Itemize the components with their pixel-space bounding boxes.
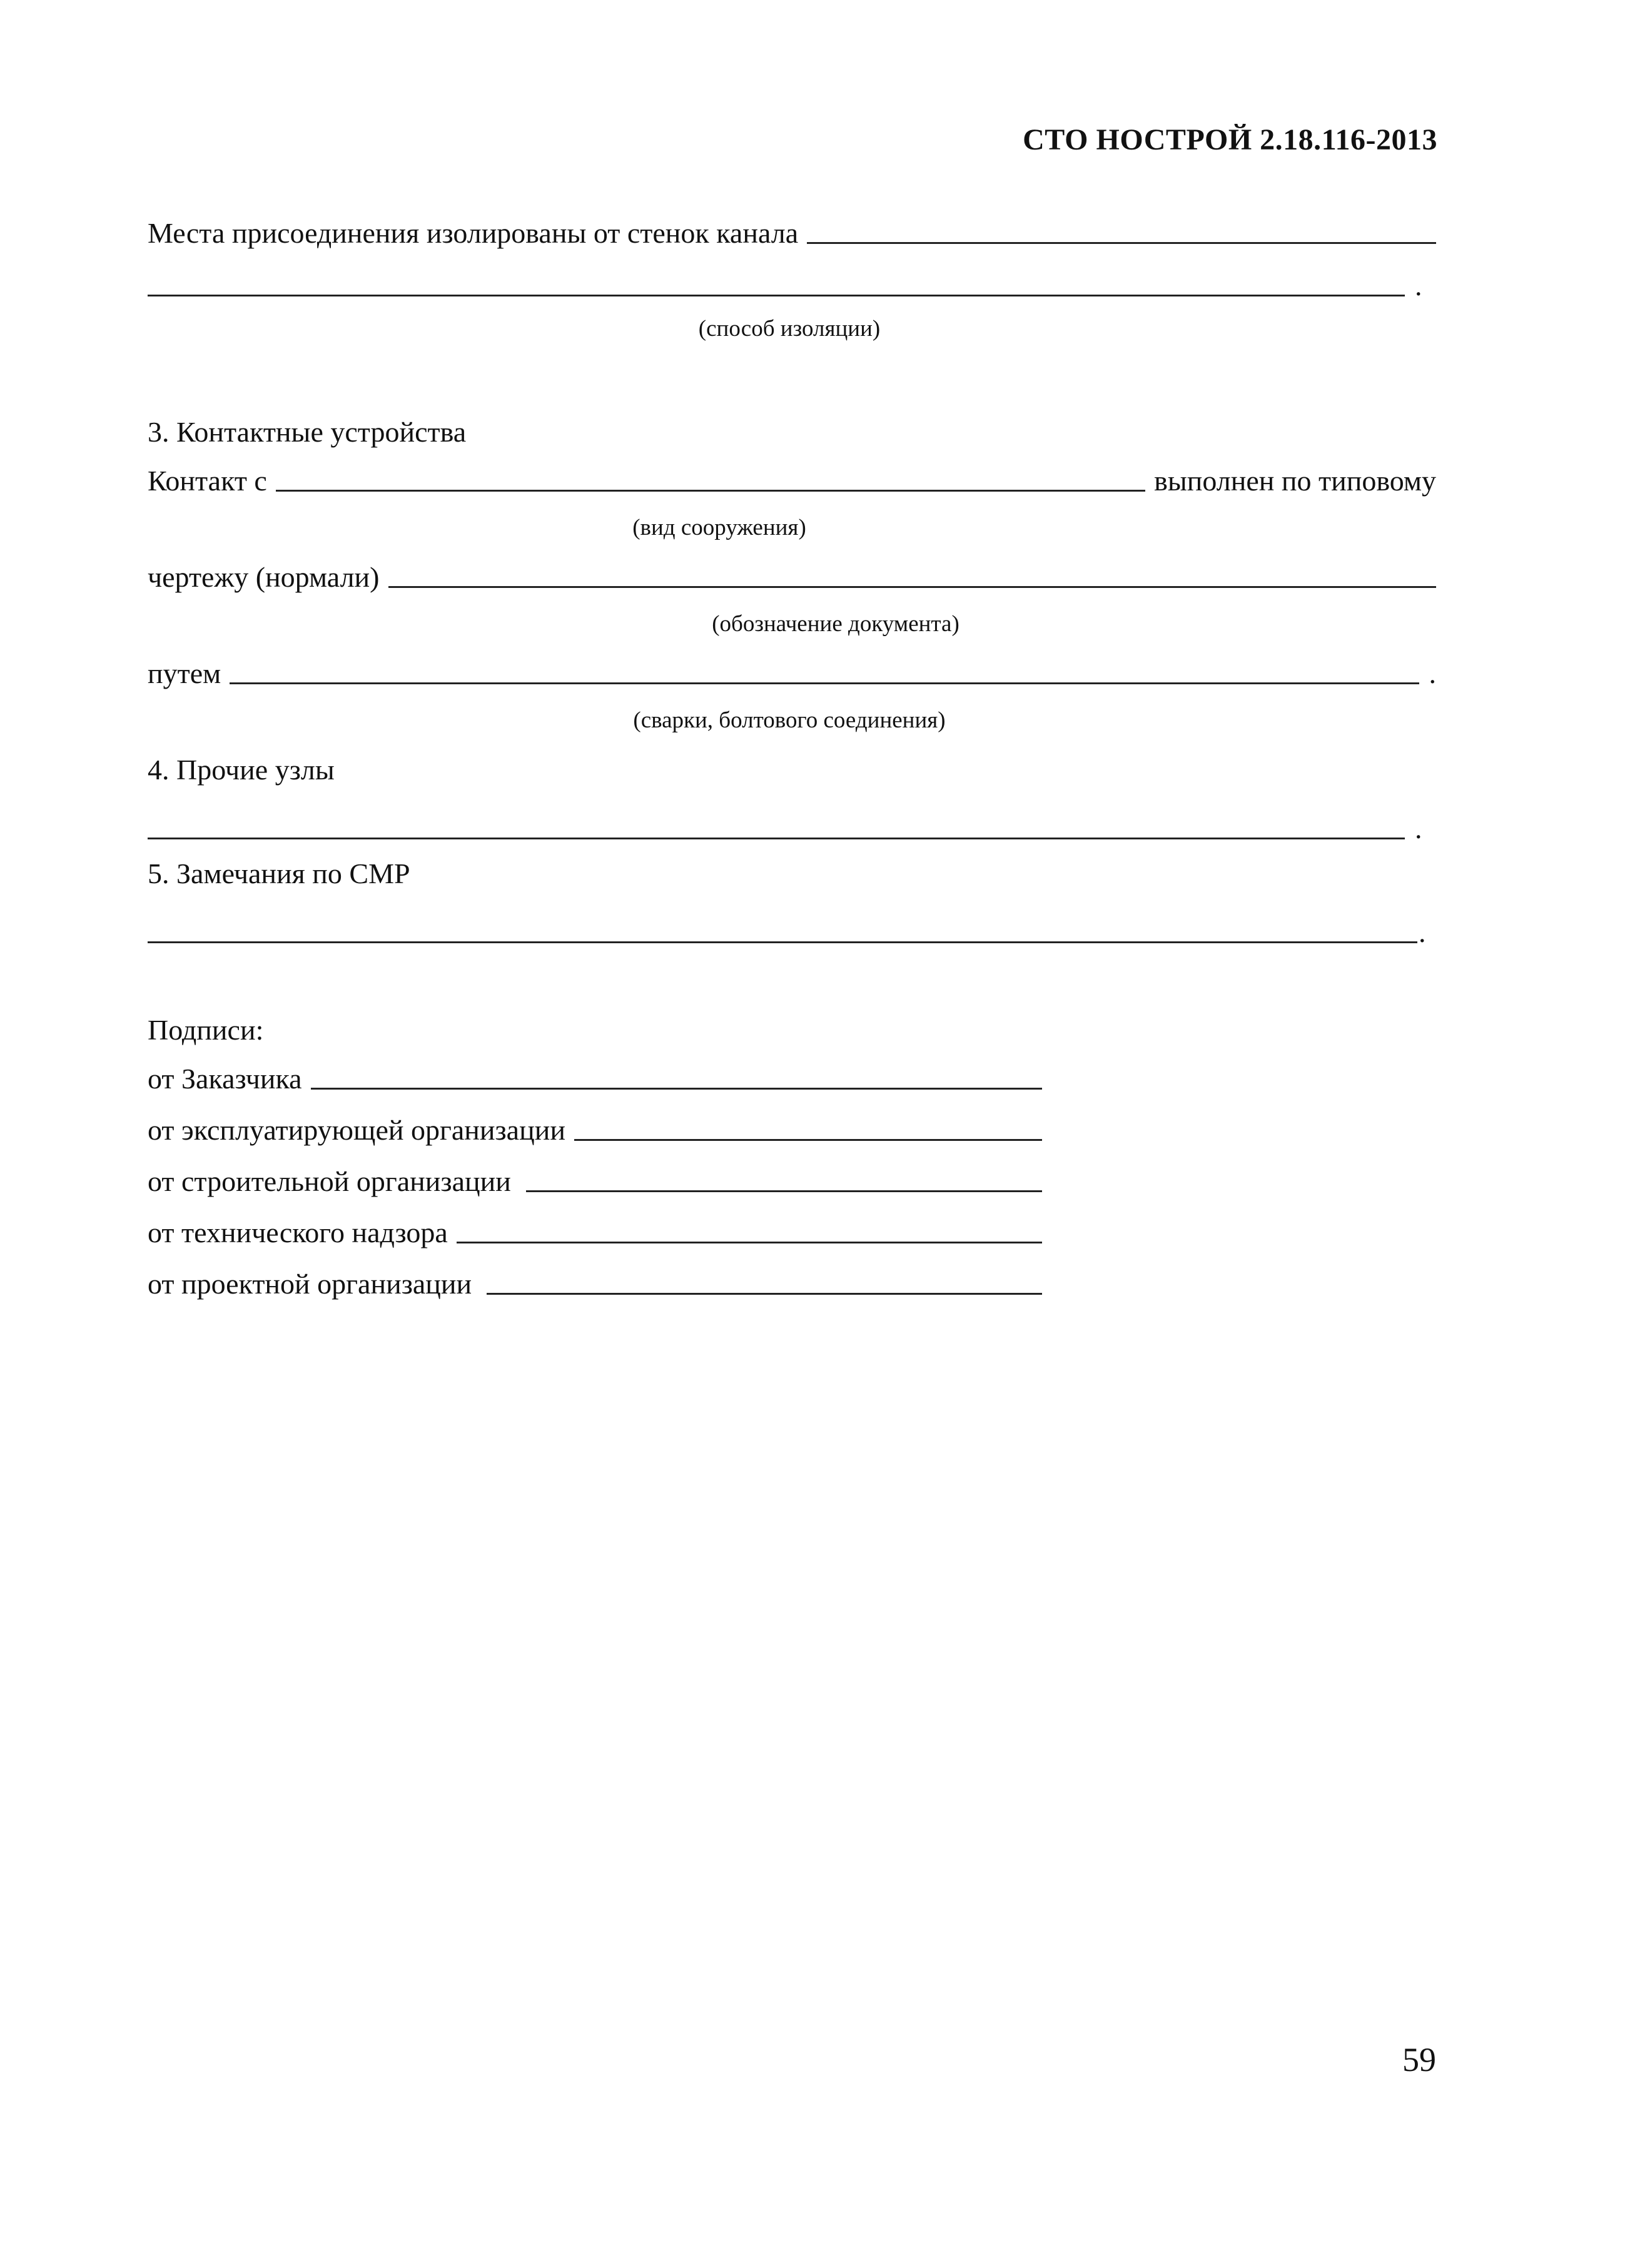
signature-line[interactable] [574, 1139, 1042, 1141]
isolation-end-mark: . [1415, 270, 1422, 301]
signature-row-supervision [148, 1212, 1042, 1247]
isolation-fill-line[interactable] [807, 242, 1436, 244]
signature-line[interactable] [526, 1190, 1042, 1192]
section5-end-mark: . [1419, 916, 1426, 948]
drawing-row [148, 557, 1436, 592]
document-designation-caption: (обозначение документа) [712, 611, 959, 637]
signature-label: от технического надзора [148, 1217, 448, 1248]
section5-row [148, 912, 1436, 947]
page-number: 59 [1402, 2041, 1436, 2078]
document-designation-fill-line[interactable] [388, 586, 1437, 588]
section5-heading: 5. Замечания по СМР [148, 858, 410, 889]
signature-label: от эксплуатирующей организации [148, 1114, 565, 1146]
section3-heading: 3. Контактные устройства [148, 416, 467, 448]
section4-row [148, 808, 1436, 843]
signature-line[interactable] [487, 1293, 1042, 1295]
contact-row [148, 460, 1436, 495]
signature-label: от Заказчика [148, 1063, 302, 1095]
section4-heading: 4. Прочие узлы [148, 754, 335, 786]
structure-type-fill-line[interactable] [276, 490, 1145, 492]
signature-row-designer [148, 1263, 1042, 1299]
contact-suffix: выполнен по типовому [1154, 465, 1436, 497]
signature-row-builder [148, 1161, 1042, 1196]
signature-row-customer [148, 1058, 1042, 1093]
contact-prefix: Контакт с [148, 465, 267, 497]
standard-code-header: СТО НОСТРОЙ 2.18.116-2013 [1023, 123, 1437, 156]
isolation-method-fill-line[interactable] [148, 295, 1405, 296]
signature-line[interactable] [457, 1242, 1042, 1243]
isolation-continuation-row [148, 265, 1436, 300]
signatures-heading: Подписи: [148, 1014, 264, 1046]
signature-label: от строительной организации [148, 1165, 511, 1197]
isolation-method-caption: (способ изоляции) [698, 316, 881, 342]
isolation-row [148, 213, 1436, 248]
section4-end-mark: . [1415, 813, 1422, 844]
other-nodes-fill-line[interactable] [148, 838, 1405, 839]
connection-method-caption: (сварки, болтового соединения) [633, 707, 946, 733]
signature-label: от проектной организации [148, 1268, 472, 1300]
method-prefix: путем [148, 657, 221, 689]
method-row [148, 653, 1436, 688]
isolation-text: Места присоединения изолированы от стенок канала [148, 217, 799, 249]
structure-type-caption: (вид сооружения) [632, 515, 806, 540]
remarks-fill-line[interactable] [148, 941, 1417, 943]
method-end-mark: . [1429, 657, 1436, 689]
signature-line[interactable] [311, 1088, 1042, 1090]
signature-row-operator [148, 1110, 1042, 1145]
drawing-prefix: чертежу (нормали) [148, 561, 380, 593]
connection-method-fill-line[interactable] [230, 682, 1419, 684]
